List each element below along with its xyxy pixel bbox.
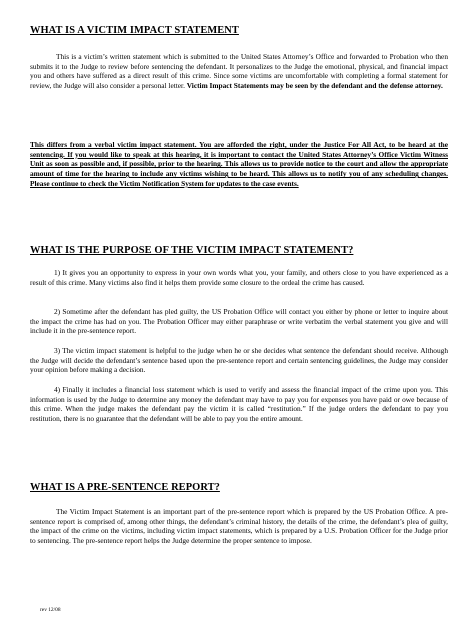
heading-pre-sentence-report: WHAT IS A PRE-SENTENCE REPORT? bbox=[30, 482, 220, 493]
purpose-item-4 bbox=[30, 385, 448, 424]
pre-sentence-paragraph bbox=[30, 507, 448, 546]
heading-victim-impact-statement: WHAT IS A VICTIM IMPACT STATEMENT bbox=[30, 25, 239, 36]
purpose-item-3 bbox=[30, 346, 448, 375]
pre-sentence-text: The Victim Impact Statement is an important part of the pre-sentence report which is prepared by the US Probation Office. A pre-sentence report is comprised of, among other things, the defendant’s criminal history, the details of the crime, the defendant’s plea of guilty, the impact of the crime on the victims, including victim impact statements, which is prepared by a U.S. Probation Officer for the Judge prior to sentencing. The pre-sentence report helps the Judge determine the proper sentence to impose. bbox=[30, 507, 448, 546]
purpose-item-2 bbox=[30, 307, 448, 336]
purpose-item-1-text: 1) It gives you an opportunity to express in your own words what you, your family, and others close to you have experienced as a result of this crime. Many victims also find it helps them provide some closure to the ordeal the crime has caused. bbox=[30, 268, 448, 287]
purpose-item-1 bbox=[30, 268, 448, 287]
verbal-statement-notice: This differs from a verbal victim impact statement. You are afforded the right, under the Justice For All Act, to be heard at the sentencing. If you would like to speak at this hearing, it is important to contact the United States Attorney’s Office Victim Witness Unit as soon as possible and, if possible, prior to the hearing. This allows us to provide notice to the court and allow the appropriate amount of time for the hearing to include any victims wishing to be heard. This allows us to notify you of any scheduling changes. Please continue to check the Victim Notification System for updates to the case events. bbox=[30, 140, 448, 188]
purpose-item-3-text: 3) The victim impact statement is helpful to the judge when he or she decides what sentence the defendant should receive. Although the Judge will decide the defendant’s sentence based upon the pre-sentence report and certain sentencing guidelines, the Judge may consider your opinion before making a decision. bbox=[30, 346, 448, 375]
purpose-item-2-text: 2) Sometime after the defendant has pled guilty, the US Probation Office will contact you either by phone or letter to inquire about the impact the crime has had on you. The Probation Officer may either paraphrase or write verbatim the verbal statement you give and will include it in the pre-sentence report. bbox=[30, 307, 448, 336]
heading-purpose: WHAT IS THE PURPOSE OF THE VICTIM IMPACT STATEMENT? bbox=[30, 245, 354, 256]
revision-note: rev 12/08 bbox=[40, 607, 61, 613]
intro-bold-text: Victim Impact Statements may be seen by the defendant and the defense attorney. bbox=[186, 81, 443, 91]
intro-text: This is a victim’s written statement which is submitted to the United States Attorney’s Office and forwarded to Probation who then submits it to the Judge to review before sentencing the defendant. It personalizes to the Judge the emotional, physical, and financial impact you and others have suffered as a direct result of this crime. Since some victims are uncomfortable with completing a formal statement for review, the Judge will also consider a personal letter. bbox=[30, 52, 448, 91]
intro-paragraph bbox=[30, 52, 448, 91]
purpose-item-4-text: 4) Finally it includes a financial loss statement which is used to verify and assess the financial impact of the crime upon you. This information is used by the Judge to determine any money the defendant may have to pay you for expenses you have paid or owe because of this crime. When the judge makes the defendant pay the victim it is called “restitution.” If the judge orders the defendant to pay you restitution, there is no guarantee that the defendant will be able to pay you the entire amount. bbox=[30, 385, 448, 424]
